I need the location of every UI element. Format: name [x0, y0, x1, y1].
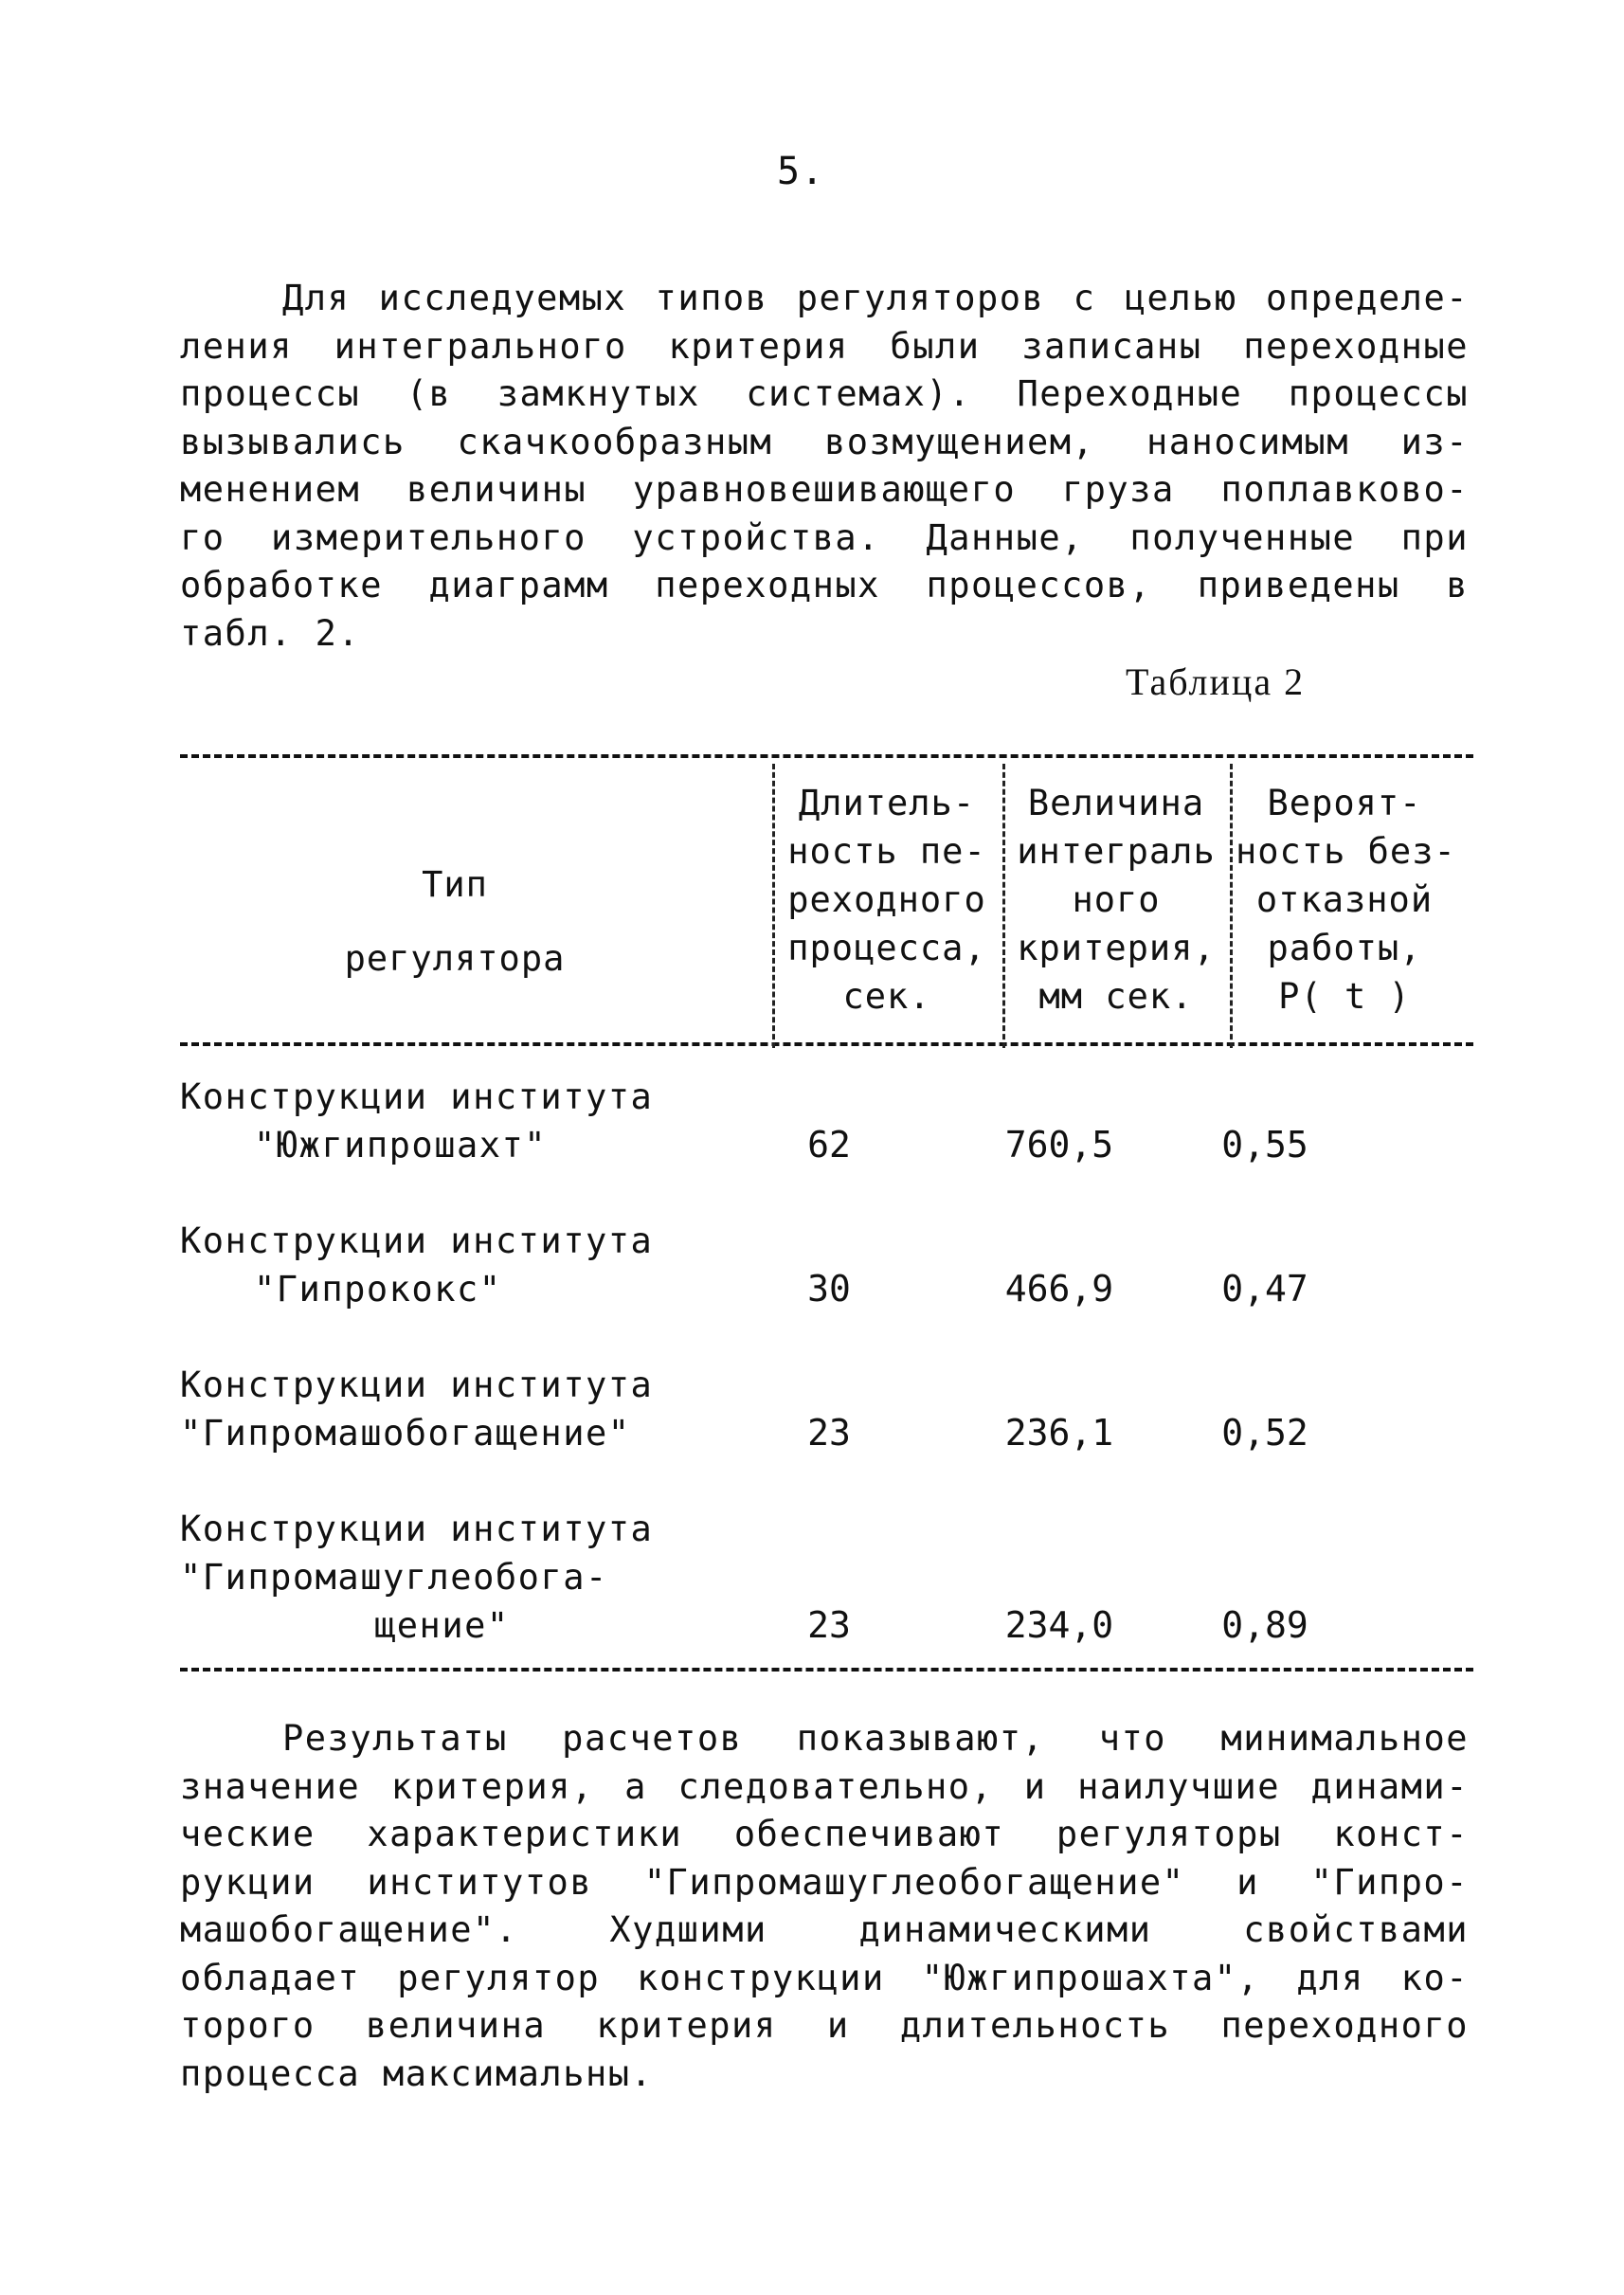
intro-paragraph [180, 275, 1469, 658]
probability-value: 0,52 [1221, 1412, 1308, 1454]
column-separator [772, 764, 775, 1048]
probability-value: 0,89 [1221, 1604, 1308, 1646]
regulator-name [180, 1505, 711, 1650]
probability-value: 0,47 [1221, 1268, 1308, 1310]
conclusion-line: значение критерия, а следовательно, и наилучшие динами- [180, 1765, 1469, 1807]
probability-value: 0,55 [1221, 1124, 1308, 1166]
header-duration-line: процесса, [787, 928, 986, 968]
conclusion-line: обладает регулятор конструкции "Южгипрошахта", для ко- [180, 1957, 1469, 1998]
conclusion-line: ческие характеристики обеспечивают регуляторы конст- [180, 1814, 1469, 1854]
header-criterion-line: мм сек. [1038, 976, 1194, 1017]
intro-line: табл. 2. [180, 612, 361, 654]
table-caption: Таблица 2 [1126, 660, 1306, 703]
header-criterion [1008, 779, 1224, 1021]
table-header-rule [180, 1042, 1473, 1046]
header-criterion-line: Величина [1027, 783, 1205, 823]
criterion-value: 236,1 [1004, 1412, 1114, 1454]
regulator-name-line: Конструкции института [180, 1220, 654, 1261]
header-probability-line: Вероят- [1267, 783, 1422, 823]
intro-line: Для исследуемых типов регуляторов с целью определе- [282, 278, 1469, 318]
regulator-name-line: "Гипромашобогащение" [180, 1413, 631, 1454]
regulator-name-line: щение" [374, 1605, 510, 1646]
header-type-line: регулятора [344, 938, 566, 979]
conclusion-line: торого величина критерия и длительность переходного [180, 2005, 1469, 2046]
table-top-rule [180, 754, 1473, 758]
page-number: 5. [777, 150, 825, 193]
regulator-name-line: Конструкции института [180, 1364, 654, 1405]
regulator-name-line: "Гипромашуглеобога- [180, 1557, 608, 1598]
header-duration-line: сек. [842, 976, 931, 1017]
column-separator [1002, 764, 1005, 1048]
header-probability-line: отказной [1255, 879, 1434, 920]
column-separator [1230, 764, 1233, 1048]
conclusion-line: рукции институтов "Гипромашуглеобогащение" и "Гипро- [180, 1861, 1469, 1903]
intro-line: процессы (в замкнутых системах). Переходные процессы [180, 373, 1469, 414]
conclusion-line: процесса максимальны. [180, 2052, 654, 2094]
table-bottom-rule [180, 1668, 1473, 1672]
regulator-name [180, 1361, 711, 1457]
header-duration-line: реходного [787, 879, 986, 920]
criterion-value: 760,5 [1004, 1124, 1114, 1166]
criterion-value: 234,0 [1004, 1604, 1114, 1646]
header-probability-line: работы, [1267, 928, 1422, 968]
conclusion-line: Результаты расчетов показывают, что минимальное [282, 1718, 1469, 1759]
regulator-name-line: Конструкции института [180, 1509, 654, 1549]
duration-value: 23 [807, 1604, 851, 1646]
header-probability-line: ность без- [1236, 831, 1456, 872]
intro-line: менением величины уравновешивающего груза поплавково- [180, 469, 1469, 510]
header-type [313, 848, 597, 996]
header-type-line: Тип [422, 864, 488, 905]
regulator-name [180, 1073, 711, 1169]
header-probability [1236, 779, 1456, 1021]
duration-value: 62 [807, 1124, 851, 1166]
regulator-name-line: Конструкции института [180, 1076, 654, 1117]
regulator-name-line: "Гипрококс" [254, 1269, 502, 1310]
header-criterion-line: ного [1072, 879, 1161, 920]
header-criterion-line: интеграль [1017, 831, 1216, 872]
intro-line: ления интегрального критерия были записаны переходные [180, 325, 1469, 367]
intro-line: обработке диаграмм переходных процессов, приведены в [180, 565, 1469, 605]
intro-line: го измерительного устройства. Данные, полученные при [180, 516, 1469, 558]
regulator-name [180, 1217, 711, 1313]
duration-value: 30 [807, 1268, 851, 1310]
header-duration-line: Длитель- [798, 783, 976, 823]
header-duration-line: ность пе- [787, 831, 986, 872]
header-duration [779, 779, 995, 1021]
regulator-name-line: "Южгипрошахт" [254, 1125, 548, 1166]
criterion-value: 466,9 [1004, 1268, 1114, 1310]
header-probability-line: P( t ) [1278, 976, 1411, 1017]
conclusion-paragraph [180, 1715, 1469, 2098]
duration-value: 23 [807, 1412, 851, 1454]
intro-line: вызывались скачкообразным возмущением, наносимым из- [180, 421, 1469, 462]
conclusion-line: машобогащение". Худшими динамическими свойствами [180, 1909, 1469, 1950]
header-criterion-line: критерия, [1017, 928, 1216, 968]
